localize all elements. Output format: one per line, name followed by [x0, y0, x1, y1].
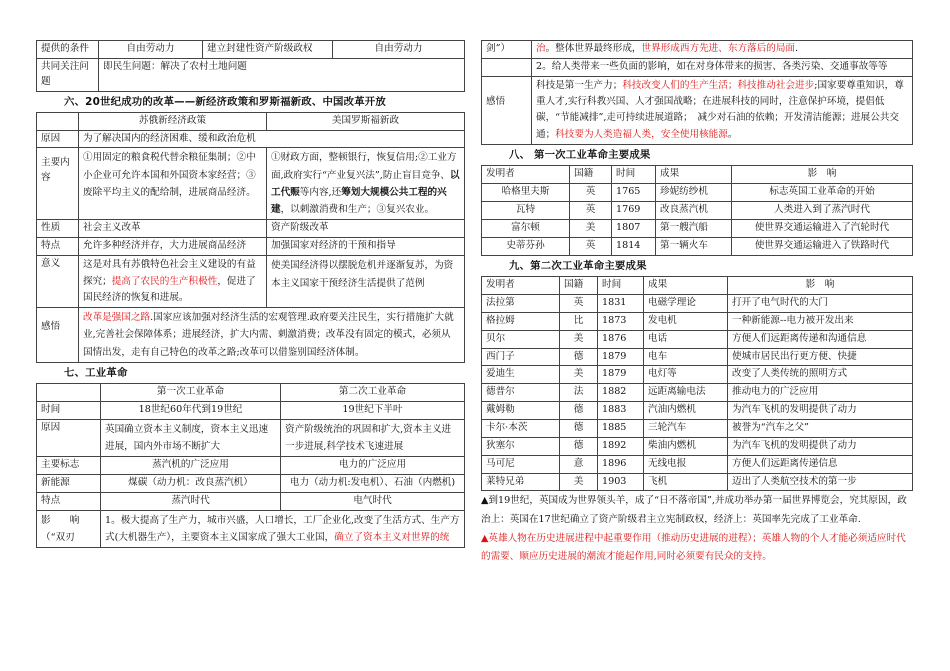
- table-cell: 飞机: [644, 473, 728, 491]
- row-key: 剑”）: [482, 41, 532, 59]
- table-cell: 1885: [598, 420, 644, 438]
- table-cell: 即民生问题：解决了农村土地问题: [99, 58, 465, 91]
- table-cell: ①用固定的粮食税代替余粮征集制；②中小企业可允许本国和外国资本家经营；③废除平均主义的配给制，进展商品经济。: [79, 148, 267, 220]
- table-row: [482, 402, 913, 420]
- table-cell: 标志英国工业革命的开始: [732, 184, 913, 202]
- table-row: [482, 473, 913, 491]
- table-row: [482, 366, 913, 384]
- table-cell: 马可尼: [482, 455, 560, 473]
- table-cell: 美: [570, 220, 612, 238]
- table-cell: 意: [560, 455, 598, 473]
- table-cell: ①财政方面，整顿银行，恢复信用;②工业方面,政府实行“产业复兴法”,防止盲目竞争、以工代赈等内容,还筹划大规模公共工程的兴建，以刺激消费和生产；③复兴农业。: [267, 148, 465, 220]
- row-key: 特点: [37, 492, 101, 510]
- header-cell: 第一次工业革命: [101, 384, 281, 402]
- table-cell: 1。极大提高了生产力，城市兴盛，人口增长，工厂企业化,改变了生活方式、生产方式(大机器生产），主要资本主义国家成了强大工业国，确立了资本主义对世界的统: [101, 510, 465, 548]
- table-cell: 使世界交通运输进入了铁路时代: [732, 238, 913, 256]
- row-key: 时间: [37, 401, 101, 419]
- note-britain: ▲到19世纪，英国成为世界领头羊，成了“日不落帝国”,并成功举办第一届世界博览会，究其原因，政治上：英国在17世纪确立了资产阶级君主立宪制政权，经济上：英国率先完成了工业革命.: [481, 495, 907, 525]
- row-key: 意义: [37, 256, 79, 308]
- header-cell: 时间: [612, 166, 656, 184]
- table-cell: 德: [560, 437, 598, 455]
- table-cell: 使美国经济得以摆脱危机并逐渐复苏，为资本主义国家干预经济生活提供了范例: [267, 256, 465, 308]
- header-cell: 第二次工业革命: [281, 384, 465, 402]
- table-cell: 1814: [612, 238, 656, 256]
- table-cell: 汽油内燃机: [644, 402, 728, 420]
- table-cell: 德: [560, 402, 598, 420]
- table-cell: 治。整体世界最终形成，世界形成西方先进、东方落后的局面.: [532, 41, 913, 59]
- table-cell: 使城市居民出行更方便、快捷: [728, 348, 913, 366]
- table-cell: 西门子: [482, 348, 560, 366]
- table-cell: 电话: [644, 330, 728, 348]
- row-key: 新能源: [37, 475, 101, 493]
- table-cell: 被誉为“汽车之父”: [728, 420, 913, 438]
- table-cell: 1807: [612, 220, 656, 238]
- table-cell: 电气时代: [281, 492, 465, 510]
- row-key: 感悟: [37, 308, 79, 363]
- section-7-title: 七、工业革命: [64, 366, 128, 379]
- table-cell: 2。给人类带来一些负面的影响，如在对身体带来的损害、各类污染、交通事故等等: [532, 58, 913, 76]
- table-row: [482, 330, 913, 348]
- table-cell: 瓦特: [482, 202, 570, 220]
- table-cell: 英: [570, 184, 612, 202]
- table-cell: 哈格里夫斯: [482, 184, 570, 202]
- table-cell: 无线电报: [644, 455, 728, 473]
- header-cell: 影 响: [728, 277, 913, 295]
- table-cell: 1903: [598, 473, 644, 491]
- table-cell: 英: [570, 202, 612, 220]
- table-cell: 自由劳动力: [333, 41, 465, 59]
- table-row: [482, 420, 913, 438]
- table-cell: 社会主义改革: [79, 220, 267, 238]
- header-cell: 国籍: [560, 277, 598, 295]
- table-cell: 爱迪生: [482, 366, 560, 384]
- note-heroes: ▲英雄人物在历史进展进程中起重要作用（推动历史进展的进程）；英雄人物的个人才能必须适应时代的需要、顺应历史进展的潮流才能起作用,同时必须要有民众的支持。: [481, 532, 906, 563]
- header-cell: 美国罗斯福新政: [267, 112, 465, 130]
- row-key: 感悟: [482, 76, 532, 144]
- table-cell: 莱特兄弟: [482, 473, 560, 491]
- table-cell: 方便人们远距离传递和沟通信息: [728, 330, 913, 348]
- table-cell: 远距离输电法: [644, 384, 728, 402]
- table-cell: 打开了电气时代的大门: [728, 295, 913, 313]
- table-cell: 这是对具有苏俄特色社会主义建设的有益探究；提高了农民的生产积极性，促进了国民经济的恢复和进展。: [79, 256, 267, 308]
- table-cell: 1883: [598, 402, 644, 420]
- reform-table: [36, 112, 465, 363]
- table-cell: 迈出了人类航空技术的第一步: [728, 473, 913, 491]
- table-cell: 贝尔: [482, 330, 560, 348]
- table-row: [482, 184, 913, 202]
- header-cell: 苏俄新经济政策: [79, 112, 267, 130]
- row-key: 原因: [37, 419, 101, 457]
- table-cell: 加强国家对经济的干预和指导: [267, 238, 465, 256]
- section-9-title: 九、第二次工业革命主要成果: [509, 260, 647, 273]
- section-8-title: 八、 第一次工业革命主要成果: [509, 148, 651, 161]
- table-cell: 改革是强国之路.国家应该加强对经济生活的宏观管理.政府要关注民生，实行措施扩大就业,完善社会保障体系；进展经济，扩大内需、刺激消费；改革没有固定的模式，必须从国情出发，走有自己特色的改革之路;改革可以借鉴别国经济体制。: [79, 308, 465, 363]
- top-table: [36, 40, 465, 92]
- section-6-title: 六、20世纪成功的改革——新经济政策和罗斯福新政、中国改革开放: [64, 95, 386, 108]
- table-cell: 第一艘汽船: [656, 220, 732, 238]
- header-cell: 发明者: [482, 277, 560, 295]
- table-cell: 为汽车飞机的发明提供了动力: [728, 437, 913, 455]
- table-cell: 共同关注问题: [37, 58, 99, 91]
- table-cell: 自由劳动力: [99, 41, 203, 59]
- table-row: [482, 220, 913, 238]
- table-cell: 法拉第: [482, 295, 560, 313]
- table-cell: 格拉姆: [482, 312, 560, 330]
- header-cell: 影 响: [732, 166, 913, 184]
- table-cell: 1879: [598, 366, 644, 384]
- table-cell: 提供的条件: [37, 41, 99, 59]
- table-cell: 为汽车飞机的发明提供了动力: [728, 402, 913, 420]
- table-cell: 18世纪60年代到19世纪: [101, 401, 281, 419]
- header-cell: [37, 384, 101, 402]
- table-cell: 允许多种经济并存，大力进展商品经济: [79, 238, 267, 256]
- table-cell: 使世界交通运输进入了汽轮时代: [732, 220, 913, 238]
- table-cell: 电磁学理论: [644, 295, 728, 313]
- right-column: [481, 40, 913, 567]
- table-cell: 第一辆火车: [656, 238, 732, 256]
- header-cell: 成果: [656, 166, 732, 184]
- table-cell: 1879: [598, 348, 644, 366]
- table-cell: 德普尔: [482, 384, 560, 402]
- table-cell: 人类进入到了蒸汽时代: [732, 202, 913, 220]
- table-cell: 法: [560, 384, 598, 402]
- table-cell: 电车: [644, 348, 728, 366]
- table-cell: 推动电力的广泛应用: [728, 384, 913, 402]
- table-cell: 英: [570, 238, 612, 256]
- table-cell: 科技是第一生产力；科技改变人们的生产生活；科技推动社会进步;国家要尊重知识，尊重人才,实行科教兴国、人才强国战略；在进展科技的同时，注意保护环境，提倡低碳，“节能减排”,走可持续进展道路； 减少对石油的依赖；开发清洁能源；进展公共交通；科技要为人类造福人类，安全使用核能源。: [532, 76, 913, 144]
- table-cell: 德: [560, 348, 598, 366]
- table-cell: 1765: [612, 184, 656, 202]
- header-cell: [37, 112, 79, 130]
- table-cell: 卡尔·本茨: [482, 420, 560, 438]
- table-cell: 史蒂芬孙: [482, 238, 570, 256]
- table-cell: 1882: [598, 384, 644, 402]
- table-cell: 珍妮纺纱机: [656, 184, 732, 202]
- table-row: [482, 348, 913, 366]
- table-cell: 蒸汽机的广泛应用: [101, 457, 281, 475]
- table-cell: 资产阶级改革: [267, 220, 465, 238]
- left-column: [36, 40, 465, 548]
- table-row: [482, 202, 913, 220]
- table-cell: 改良蒸汽机: [656, 202, 732, 220]
- table-cell: 1876: [598, 330, 644, 348]
- table-cell: 1769: [612, 202, 656, 220]
- table-cell: 一种新能源--电力被开发出来: [728, 312, 913, 330]
- row-key: 性质: [37, 220, 79, 238]
- second-revolution-achievements-table: [481, 276, 913, 491]
- table-cell: 19世纪下半叶: [281, 401, 465, 419]
- header-cell: 发明者: [482, 166, 570, 184]
- table-row: [482, 455, 913, 473]
- table-cell: 1831: [598, 295, 644, 313]
- table-row: [482, 437, 913, 455]
- table-cell: 为了解决国内的经济困难、缓和政治危机: [79, 130, 465, 148]
- table-cell: 电力（动力机:发电机）、石油（内燃机): [281, 475, 465, 493]
- table-cell: 1892: [598, 437, 644, 455]
- table-cell: 三轮汽车: [644, 420, 728, 438]
- row-key: [482, 58, 532, 76]
- table-cell: 英国确立资本主义制度，资本主义迅速进展，国内外市场不断扩大: [101, 419, 281, 457]
- header-cell: 国籍: [570, 166, 612, 184]
- table-cell: 狄塞尔: [482, 437, 560, 455]
- table-cell: 柴油内燃机: [644, 437, 728, 455]
- table-row: [482, 295, 913, 313]
- row-key: 影 响（“双刃: [37, 510, 101, 548]
- table-cell: 发电机: [644, 312, 728, 330]
- row-key: 主要内容: [37, 148, 79, 220]
- table-cell: 方便人们远距离传递信息: [728, 455, 913, 473]
- table-cell: 蒸汽时代: [101, 492, 281, 510]
- row-key: 原因: [37, 130, 79, 148]
- table-row: [482, 238, 913, 256]
- row-key: 主要标志: [37, 457, 101, 475]
- table-cell: 煤碳（动力机：改良蒸汽机）: [101, 475, 281, 493]
- table-cell: 富尔顿: [482, 220, 570, 238]
- impact-continuation-table: [481, 40, 913, 145]
- table-cell: 德: [560, 420, 598, 438]
- first-revolution-achievements-table: [481, 165, 913, 256]
- header-cell: 时间: [598, 277, 644, 295]
- table-cell: 英: [560, 295, 598, 313]
- industrial-revolution-table: [36, 383, 465, 548]
- table-cell: 美: [560, 473, 598, 491]
- table-cell: 资产阶级统治的巩固和扩大,资本主义进一步进展,科学技术飞速进展: [281, 419, 465, 457]
- table-cell: 1896: [598, 455, 644, 473]
- table-cell: 建立封建性资产阶级政权: [203, 41, 333, 59]
- row-key: 特点: [37, 238, 79, 256]
- header-cell: 成果: [644, 277, 728, 295]
- table-row: [482, 384, 913, 402]
- table-cell: 电灯等: [644, 366, 728, 384]
- table-cell: 戴姆勒: [482, 402, 560, 420]
- table-cell: 1873: [598, 312, 644, 330]
- table-cell: 比: [560, 312, 598, 330]
- table-cell: 改变了人类传统的照明方式: [728, 366, 913, 384]
- table-cell: 电力的广泛应用: [281, 457, 465, 475]
- table-cell: 美: [560, 330, 598, 348]
- table-cell: 美: [560, 366, 598, 384]
- table-row: [482, 312, 913, 330]
